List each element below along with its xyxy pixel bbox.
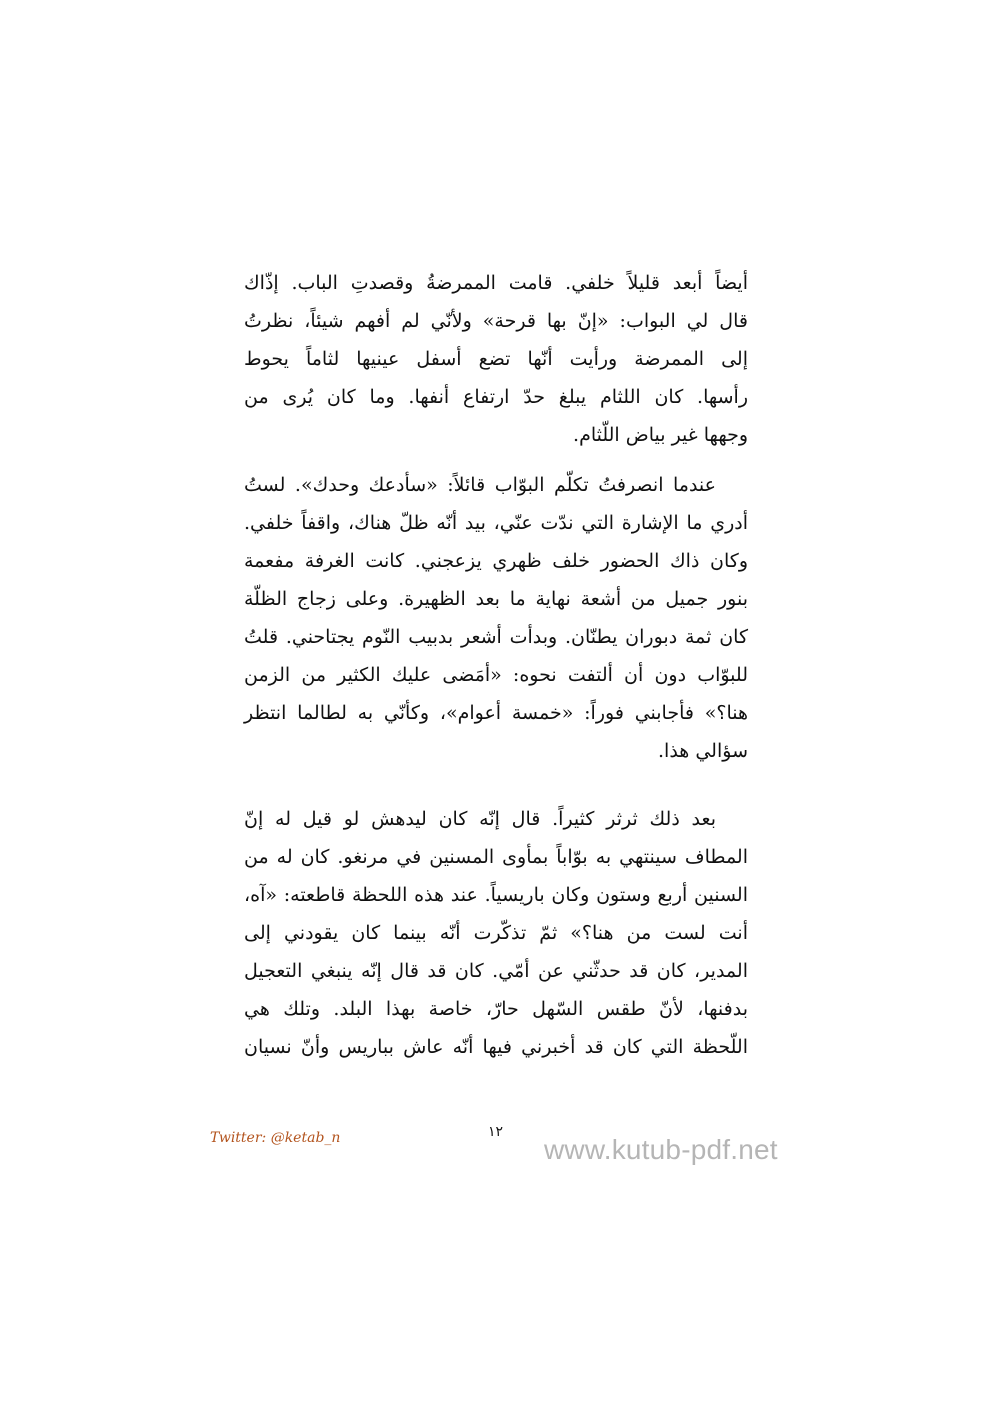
text-line: إلى الممرضة ورأيت أنّها تضع أسفل عينيها لثاماً يحوط (244, 348, 748, 370)
text-line: أدري ما الإشارة التي ندّت عنّي، بيد أنّه ظلّ هناك، واقفاً خلفي. (244, 512, 748, 534)
text-line: عندما انصرفتُ تكلّم البوّاب قائلاً: «سأدعك وحدك». لستُ (244, 474, 716, 496)
text-line: السنين أربع وستون وكان باريسياً. عند هذه اللحظة قاطعته: «آه، (244, 884, 748, 906)
text-line: وجهها غير بياض اللّثام. (573, 424, 748, 446)
text-line: المطاف سينتهي به بوّاباً بمأوى المسنين في مرنغو. كان له من (244, 846, 748, 868)
text-line: اللّحظة التي كان قد أخبرني فيها أنّه عاش بباريس وأنّ نسيان (244, 1036, 748, 1058)
text-line: أيضاً أبعد قليلاً خلفي. قامت الممرضةُ وقصدتِ الباب. إذّاك (244, 272, 748, 294)
text-line: بعد ذلك ثرثر كثيراً. قال إنّه كان ليدهش لو قيل له إنّ (244, 808, 716, 830)
text-line: وكان ذاك الحضور خلف ظهري يزعجني. كانت الغرفة مفعمة (244, 550, 748, 572)
text-line: قال لي البواب: «إنّ بها قرحة» ولأنّي لم أفهم شيئاً، نظرتُ (244, 310, 748, 332)
text-line: بنور جميل من أشعة نهاية ما بعد الظهيرة. وعلى زجاج الظلّة (244, 588, 748, 610)
text-line: بدفنها، لأنّ طقس السّهل حارّ، خاصة بهذا البلد. وتلك هي (244, 998, 748, 1020)
text-line: هنا؟» فأجابني فوراً: «خمسة أعوام»، وكأنّي به لطالما انتظر (244, 702, 748, 724)
text-line: رأسها. كان اللثام يبلغ حدّ ارتفاع أنفها. وما كان يُرى من (244, 386, 748, 408)
page-number: ١٢ (488, 1124, 504, 1140)
twitter-handle: Twitter: @ketab_n (210, 1130, 341, 1146)
website-watermark: www.kutub-pdf.net (544, 1134, 778, 1165)
text-line: المدير، كان قد حدثّني عن أمّي. كان قد قال إنّه ينبغي التعجيل (244, 960, 748, 982)
text-line: أنت لست من هنا؟» ثمّ تذكّرت أنّه بينما كان يقودني إلى (244, 922, 748, 944)
text-line: للبوّاب دون أن ألتفت نحوه: «أمَضى عليك الكثير من الزمن (244, 664, 748, 686)
text-line: سؤالي هذا. (658, 740, 748, 762)
text-line: كان ثمة دبوران يطنّان. وبدأت أشعر بدبيب النّوم يجتاحني. قلتُ (244, 626, 748, 648)
